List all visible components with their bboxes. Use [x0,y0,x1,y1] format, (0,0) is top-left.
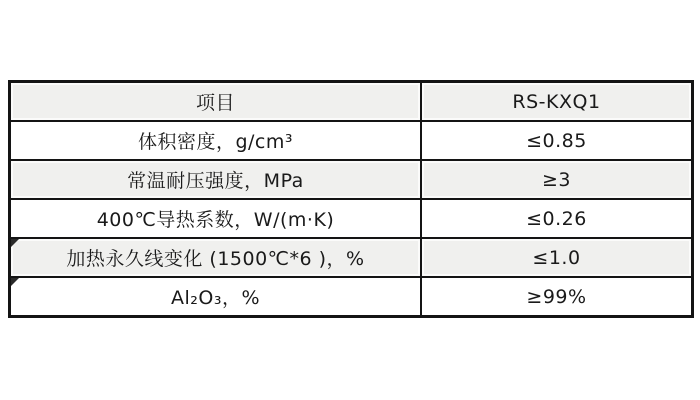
header-cell-grade: RS-KXQ1 [422,83,691,120]
row-permanent-linear-change-label [11,239,420,276]
row-al2o3-content-value: ≥99% [422,278,691,315]
row-al2o3-content-label [11,278,420,315]
row-al2o3-content-text: Al₂O₃，% [170,287,261,309]
corner-notch [11,278,19,286]
row-compressive-strength-label: 常温耐压强度，MPa [11,161,420,198]
row-thermal-conductivity-value: ≤0.26 [422,200,691,237]
row-bulk-density-label: 体积密度，g/cm³ [11,122,420,159]
row-bulk-density-value: ≤0.85 [422,122,691,159]
row-thermal-conductivity-label: 400℃导热系数，W/(m·K) [11,200,420,237]
spec-table [8,80,694,318]
row-compressive-strength-value: ≥3 [422,161,691,198]
corner-notch [11,239,19,247]
row-permanent-linear-change-value: ≤1.0 [422,239,691,276]
row-permanent-linear-change-text: 加热永久线变化 (1500℃*6 )，% [66,248,365,270]
header-cell-item: 项目 [11,83,420,120]
